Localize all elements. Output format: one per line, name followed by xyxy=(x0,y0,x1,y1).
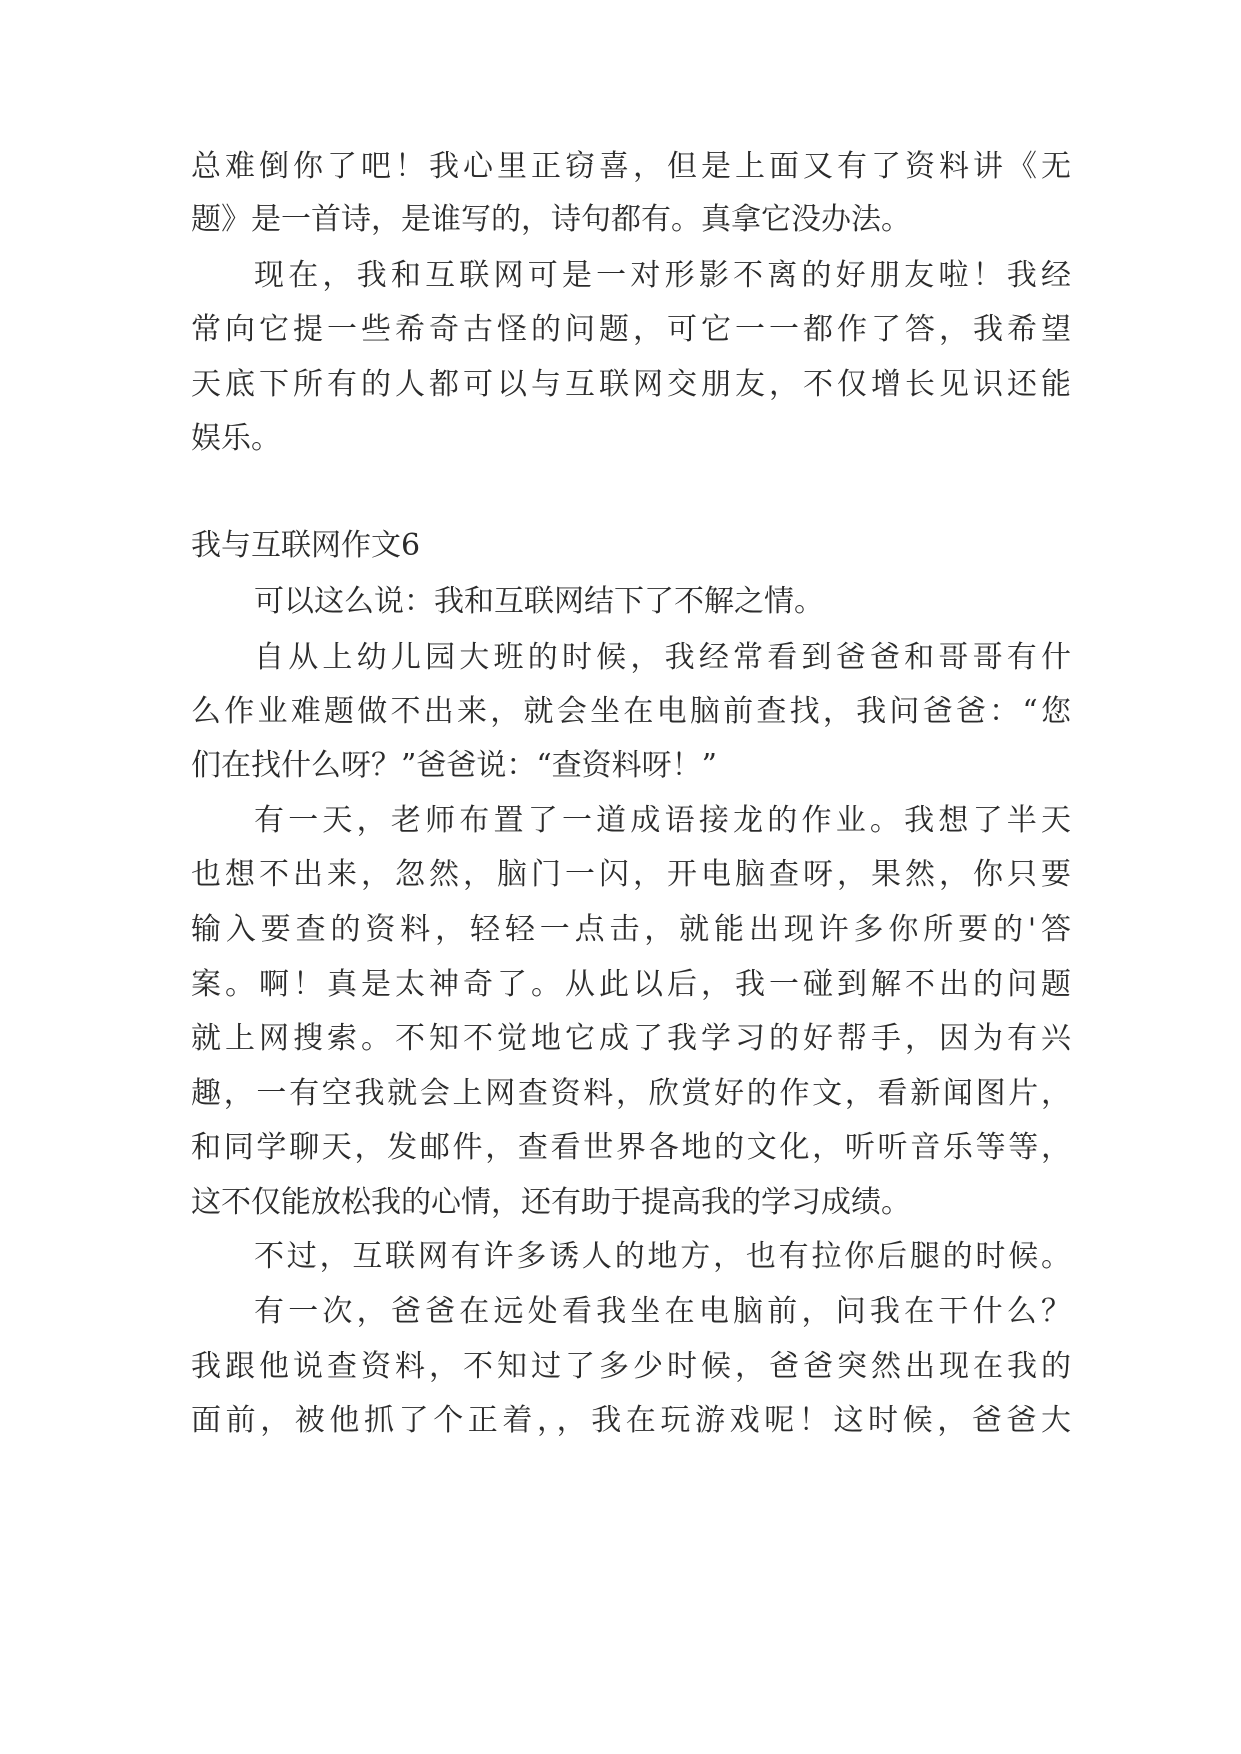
paragraph-line-8: 可以这么说：我和互联网结下了不解之情。 xyxy=(254,584,824,619)
paragraph-line-5: 天底下所有的人都可以与互联网交朋友，不仅增长见识还能 xyxy=(191,367,1071,402)
paragraph-line-13: 也想不出来，忽然，脑门一闪，开电脑查呀，果然，你只要 xyxy=(191,857,1071,892)
paragraph-line-12: 有一天，老师布置了一道成语接龙的作业。我想了半天 xyxy=(254,803,1071,838)
paragraph-line-19: 这不仅能放松我的心情，还有助于提高我的学习成绩。 xyxy=(191,1185,911,1220)
paragraph-line-14: 输入要查的资料，轻轻一点击，就能出现许多你所要的'答 xyxy=(191,912,1071,947)
paragraph-line-3: 现在，我和互联网可是一对形影不离的好朋友啦！我经 xyxy=(254,258,1071,293)
paragraph-line-17: 趣，一有空我就会上网查资料，欣赏好的作文，看新闻图片， xyxy=(191,1076,1071,1111)
paragraph-line-4: 常向它提一些希奇古怪的问题，可它一一都作了答，我希望 xyxy=(191,312,1071,347)
paragraph-line-9: 自从上幼儿园大班的时候，我经常看到爸爸和哥哥有什 xyxy=(254,640,1071,675)
paragraph-line-21: 有一次，爸爸在远处看我坐在电脑前，问我在干什么？ xyxy=(254,1294,1071,1329)
paragraph-line-11: 们在找什么呀？”爸爸说：“查资料呀！” xyxy=(191,748,718,783)
paragraph-line-10: 么作业难题做不出来，就会坐在电脑前查找，我问爸爸：“您 xyxy=(191,694,1071,729)
paragraph-line-20: 不过，互联网有许多诱人的地方，也有拉你后腿的时候。 xyxy=(254,1239,1071,1274)
paragraph-line-2: 题》是一首诗，是谁写的，诗句都有。真拿它没办法。 xyxy=(191,202,911,237)
paragraph-line-6: 娱乐。 xyxy=(191,421,281,456)
paragraph-line-23: 面前，被他抓了个正着，，我在玩游戏呢！这时候，爸爸大 xyxy=(191,1403,1071,1438)
paragraph-line-18: 和同学聊天，发邮件，查看世界各地的文化，听听音乐等等， xyxy=(191,1130,1071,1165)
paragraph-line-22: 我跟他说查资料，不知过了多少时候，爸爸突然出现在我的 xyxy=(191,1349,1071,1384)
paragraph-line-15: 案。啊！真是太神奇了。从此以后，我一碰到解不出的问题 xyxy=(191,967,1071,1002)
paragraph-line-16: 就上网搜索。不知不觉地它成了我学习的好帮手，因为有兴 xyxy=(191,1021,1071,1056)
paragraph-line-1: 总难倒你了吧！我心里正窃喜，但是上面又有了资料讲《无 xyxy=(191,149,1071,184)
section-heading: 我与互联网作文6 xyxy=(191,528,421,563)
